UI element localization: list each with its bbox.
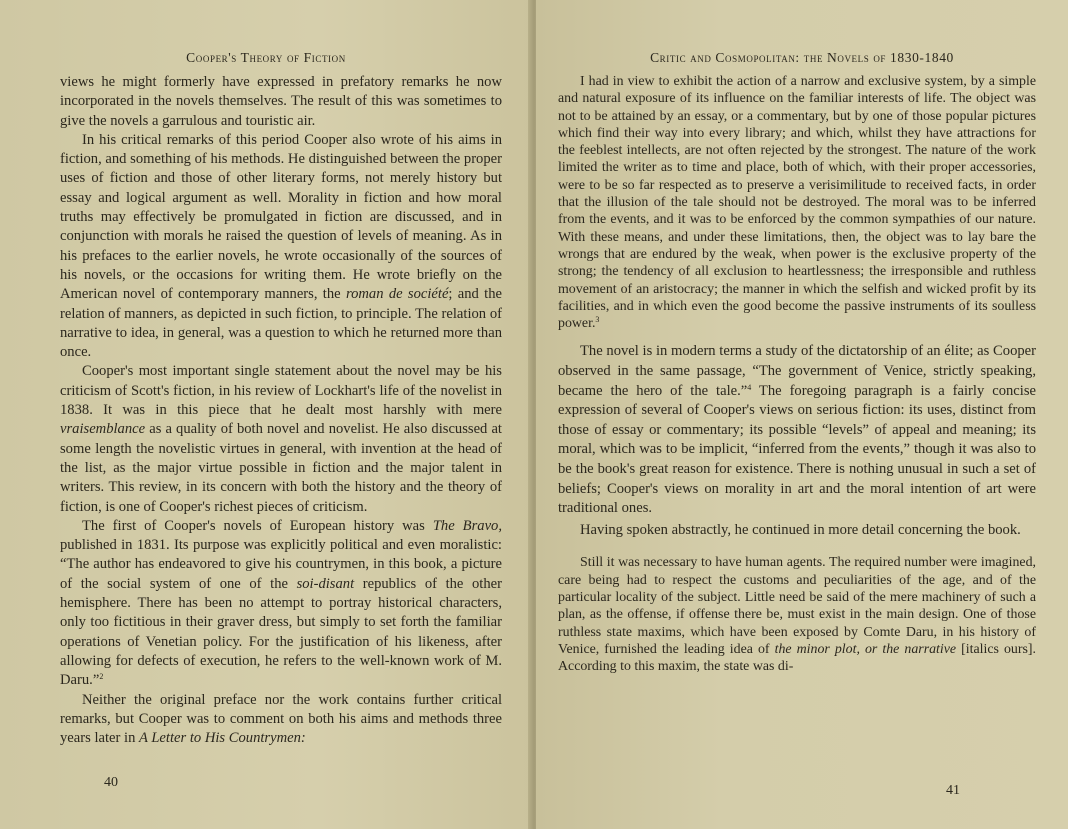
right-page — [536, 0, 1068, 829]
italic-text: The Bravo, — [432, 517, 502, 534]
text-run: Neither the original preface nor the work contains further critical remarks, but Cooper was to comment on both his aims and methods three years later in — [60, 691, 502, 747]
paragraph — [60, 73, 502, 131]
paragraph — [60, 517, 502, 691]
italic-text: vraisemblance — [60, 421, 146, 438]
text-run: In his critical remarks of this period Cooper also wrote of his aims in fiction, and something of his methods. He distinguished between the proper uses of fiction and those of other literary forms, not merely history but essay and logical argument as well. Morality in fiction and how moral truths may effectively be promulgated in fiction are discussed, and in conjunction with morals he raised the question of levels of meaning. As in his prefaces to the earlier novels, he wrote occasionally of the sources of his novels, or the occasions for writing them. He wrote briefly on the American novel of contemporary manners, the — [60, 131, 502, 303]
footnote-ref: 2 — [99, 672, 104, 682]
text-run: republics of the other hemisphere. There has been no attempt to portray historical characters, only too fictitious in their graver dress, but simply to set forth the familiar operations of Venetian policy. For the justification of his likeness, after allowing for defects of execution, he refers to the well-known work of M. Daru.” — [60, 575, 502, 689]
paragraph — [60, 362, 502, 516]
text-run: Cooper's most important single statement about the novel may be his criticism of Scott's fiction, in his review of Lockhart's life of the novelist in 1838. It was in this piece that he dealt most harshly with mere — [60, 363, 502, 419]
right-page-number: 41 — [946, 783, 960, 798]
paragraph — [60, 691, 502, 749]
right-running-head: Critic and Cosmopolitan: the Novels of 1830-1840 — [650, 50, 954, 65]
text-run: I had in view to exhibit the action of a narrow and exclusive system, by a simple and natural exposure of its influence on the familiar interests of life. The object was not to be attained by an essay, or a commentary, but by one of those popular pictures which find their way into every library; and which, whilst they have attractions for the feeblest intellects, are not often rejected by the strongest. The nature of the work limited the writer as to time and place, both of which, with their proper accessories, were to be so far respected as to preserve a verisimilitude to received facts, in order that the illusion of the tale should not be destroyed. The moral was to be inferred from the events, and it was to be enforced by the common sympathies of our nature. With these means, and under these limitations, then, the object was to lay bare the wrongs that are endured by the weak, when power is the exclusive property of the strong; the tendency of all exclusion to heartlessness; the irresponsible and ruthless movement of an aristocracy; the manner in which the selfish and wicked profit by its facilities, and in which even the good become the passive instruments of its soulless power. — [558, 74, 1036, 332]
paragraph — [558, 521, 1036, 541]
block-quote — [558, 73, 1036, 332]
text-run: Still it was necessary to have human agents. The required number were imagined, care being had to respect the customs and peculiarities of the age, and of the particular locality of the subject. Little need be said of the mere machinery of such a plan, as the offense, if offense there be, must exist in the main design. One of those ruthless state maxims, which have been exposed by Comte Daru, in his history of Venice, furnished the leading idea of — [558, 555, 1036, 657]
left-page-number: 40 — [104, 775, 118, 790]
footnote-ref: 3 — [595, 315, 600, 325]
text-run: The novel is in modern terms a study of the dictatorship of an élite; as Cooper observed in the same passage, “The government of Venice, strictly speaking, became the hero of the tale.” — [558, 343, 1036, 399]
left-page — [0, 0, 532, 829]
block-quote — [558, 554, 1036, 675]
text-run: published in 1831. Its purpose was explicitly political and even moralistic: “The author has endeavored to give his countrymen, in this book, a picture of the social system of one of the — [60, 537, 502, 592]
italic-text: soi-disant — [296, 575, 355, 592]
paragraph — [558, 342, 1036, 518]
right-body-text — [558, 73, 1036, 675]
paragraph — [60, 131, 502, 363]
italic-text: the minor plot, or the narrative — [774, 641, 957, 657]
text-run: as a quality of both novel and novelist. He also discussed at some length the novelistic virtues in general, with invention at the head of the list, as the major virtue possible in fiction and the major talent in writers. This review, in its concern with both the history and the theory of fiction, is one of Cooper's richest pieces of criticism. — [60, 421, 502, 515]
text-run: views he might formerly have expressed in prefatory remarks he now incorporated in the novels themselves. The result of this was sometimes to give the novels a garrulous and touristic air. — [60, 74, 502, 129]
left-body-text — [60, 73, 502, 748]
text-run: ; and the relation of manners, as depicted in such fiction, to principle. The relation of narrative to idea, in general, was a question to which he returned more than once. — [60, 286, 502, 361]
text-run: The foregoing paragraph is a fairly concise expression of several of Cooper's views on serious fiction: its uses, distinct from those of essay or commentary; its possible “levels” of appeal and meaning; its moral, which was to be implicit, “inferred from the events,” though it was also to be the book's great reason for existence. There is nothing unusual in such a set of beliefs; Cooper's views on morality in art and the moral intention of art were traditional ones. — [558, 382, 1036, 517]
text-run: Having spoken abstractly, he continued in more detail concerning the book. — [580, 521, 1021, 538]
text-run: The first of Cooper's novels of European history was — [82, 517, 433, 534]
left-running-head: Cooper's Theory of Fiction — [186, 50, 346, 65]
italic-text: A Letter to His Countrymen: — [139, 730, 306, 747]
italic-text: roman de société — [345, 286, 449, 303]
text-run: [italics ours]. According to this maxim, the state was di- — [558, 641, 1037, 675]
footnote-ref: 4 — [747, 382, 752, 392]
